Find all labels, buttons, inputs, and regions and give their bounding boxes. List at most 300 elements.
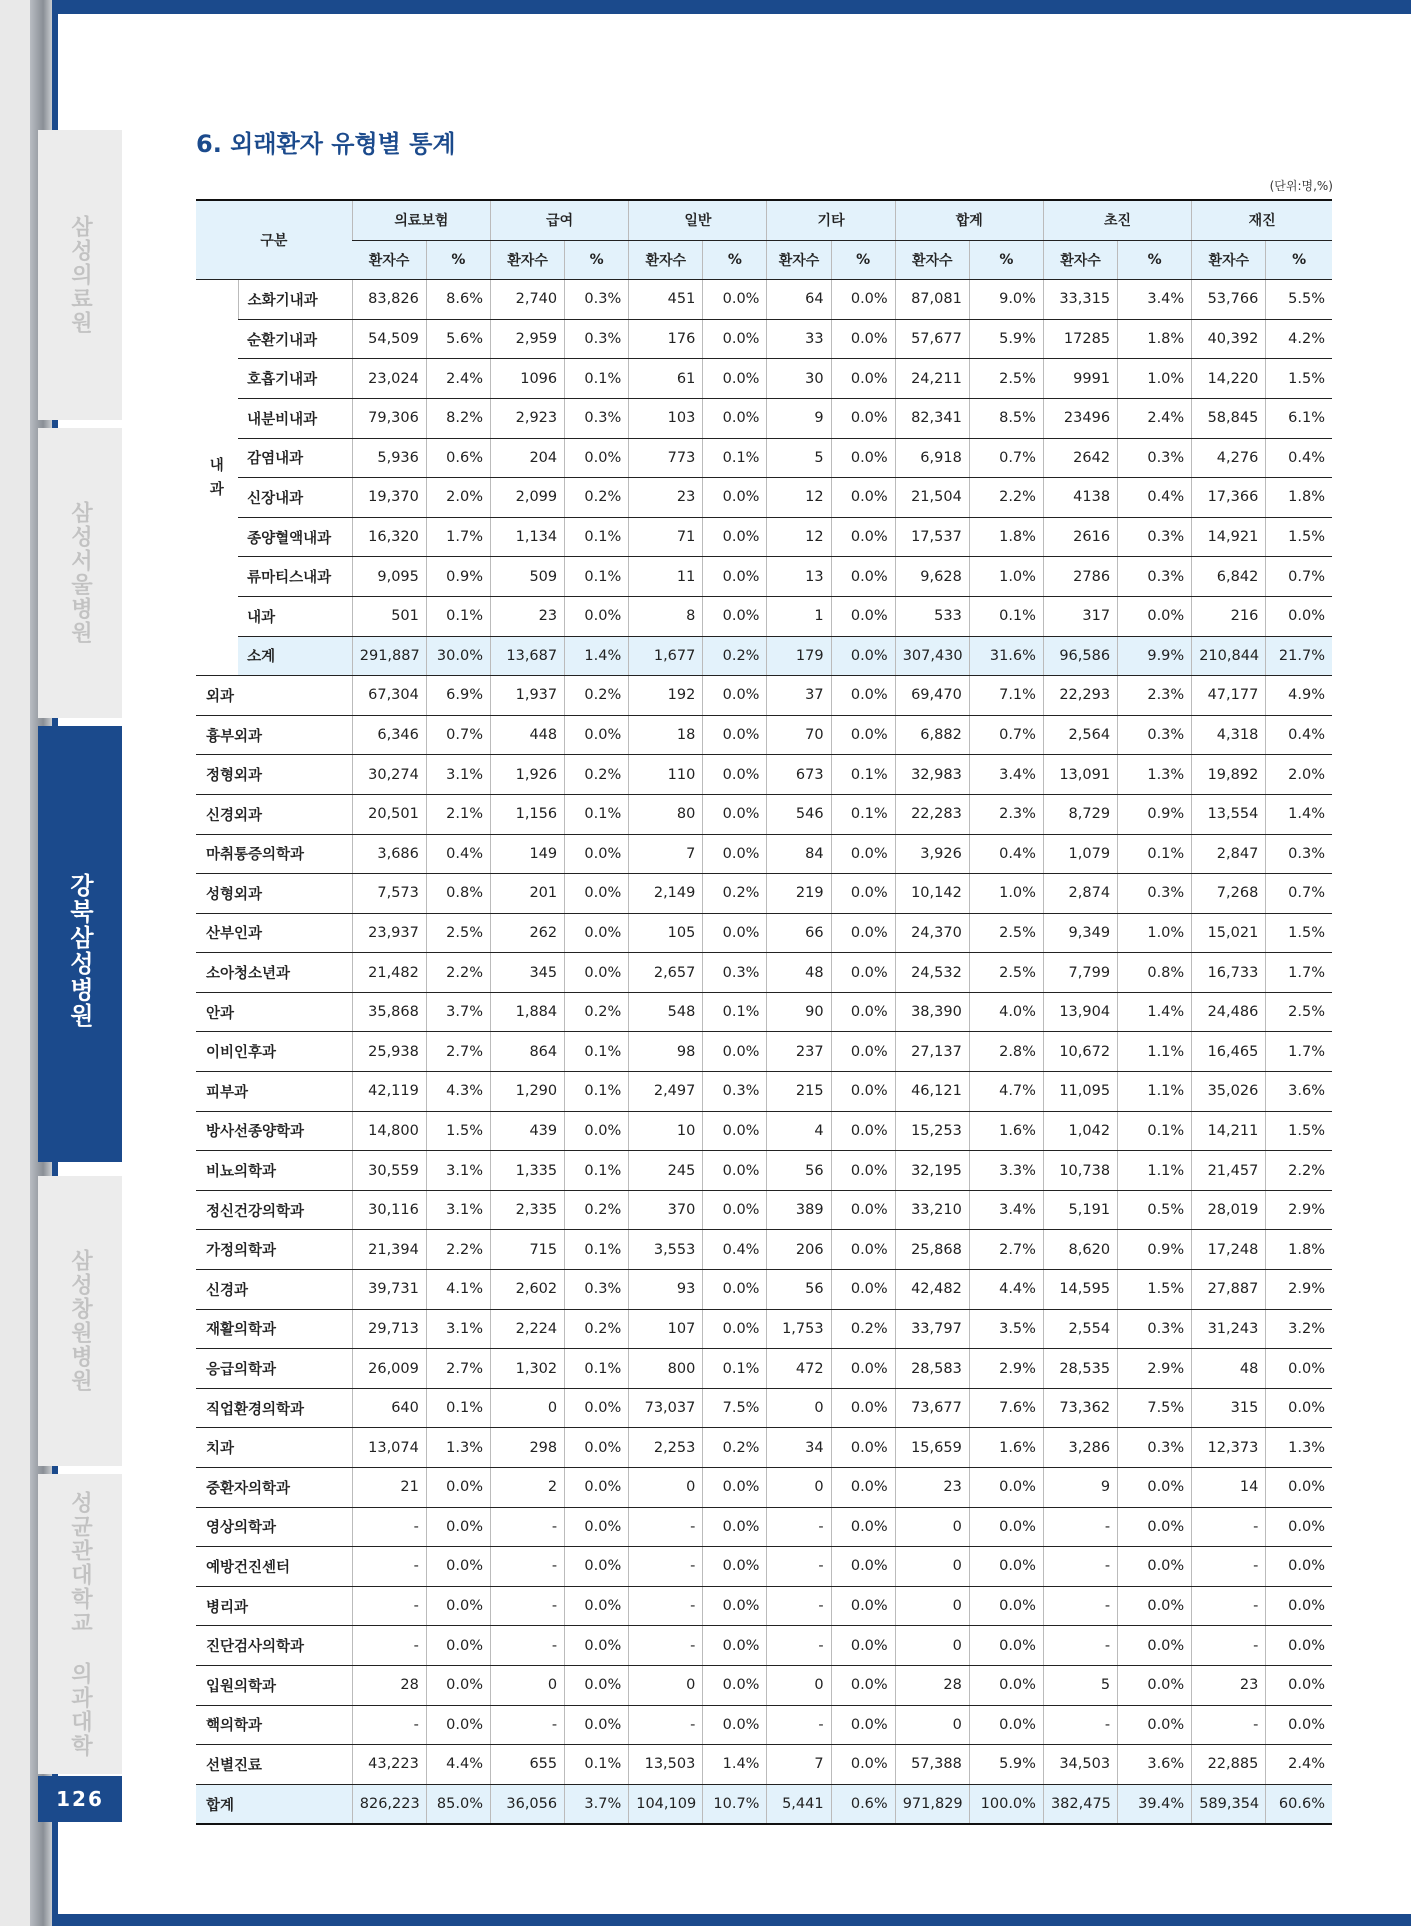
count-cell: 15,659 [895,1428,969,1468]
percent-cell: 0.4% [1118,478,1192,518]
count-cell: 546 [767,794,831,834]
count-cell: 27,887 [1192,1270,1266,1310]
percent-cell: 0.0% [831,1190,895,1230]
percent-cell: 0.0% [565,438,629,478]
percent-cell: 1.0% [969,874,1043,914]
percent-cell: 0.0% [565,1586,629,1626]
percent-cell: 0.0% [969,1626,1043,1666]
row-label: 감염내과 [238,438,352,478]
count-cell: 36,056 [491,1784,565,1824]
row-label: 정신건강의학과 [196,1190,352,1230]
top-border [30,0,1411,14]
percent-cell: 0.0% [565,913,629,953]
percent-cell: 0.0% [969,1507,1043,1547]
table-row [196,1468,1332,1508]
count-cell: - [491,1547,565,1587]
percent-cell: 2.7% [969,1230,1043,1270]
percent-cell: 0.0% [703,1111,767,1151]
count-cell: 1 [767,596,831,636]
percent-cell: 0.1% [1118,1111,1192,1151]
percent-cell: 0.0% [831,596,895,636]
row-label: 재활의학과 [196,1309,352,1349]
count-cell: 17285 [1043,319,1117,359]
percent-cell: 31.6% [969,636,1043,676]
row-label: 응급의학과 [196,1349,352,1389]
percent-cell: 1.8% [969,517,1043,557]
side-tab-0[interactable]: 삼성의료원 [38,130,122,420]
percent-cell: 0.1% [565,1072,629,1112]
percent-cell: 3.6% [1118,1745,1192,1785]
percent-cell: 0.0% [565,1428,629,1468]
count-cell: 103 [629,398,703,438]
row-label: 내과 [238,596,352,636]
count-cell: 773 [629,438,703,478]
count-cell: - [1043,1547,1117,1587]
percent-cell: 0.3% [1118,874,1192,914]
count-cell: 2,564 [1043,715,1117,755]
count-cell: - [1192,1626,1266,1666]
count-cell: 6,882 [895,715,969,755]
count-cell: 25,938 [352,1032,426,1072]
count-cell: 93 [629,1270,703,1310]
percent-cell: 0.9% [1118,794,1192,834]
percent-cell: 0.3% [565,280,629,320]
count-cell: 35,026 [1192,1072,1266,1112]
count-cell: 70 [767,715,831,755]
count-cell: 27,137 [895,1032,969,1072]
internal-medicine-group-label [196,280,238,676]
percent-cell: 0.0% [969,1468,1043,1508]
count-cell: 73,362 [1043,1388,1117,1428]
count-cell: 48 [767,953,831,993]
percent-cell: 0.0% [831,1507,895,1547]
percent-cell: 5.9% [969,1745,1043,1785]
percent-cell: 2.2% [969,478,1043,518]
percent-cell: 1.7% [426,517,490,557]
percent-cell: 100.0% [969,1784,1043,1824]
count-cell: 370 [629,1190,703,1230]
percent-cell: 0.3% [1118,715,1192,755]
count-cell: 23,024 [352,359,426,399]
count-cell: 71 [629,517,703,557]
count-cell: 2,149 [629,874,703,914]
count-cell: 11,095 [1043,1072,1117,1112]
row-label: 이비인후과 [196,1032,352,1072]
count-cell: - [1043,1705,1117,1745]
percent-cell: 7.5% [1118,1388,1192,1428]
percent-cell: 0.0% [1118,1626,1192,1666]
percent-cell: 0.0% [1266,596,1332,636]
count-cell: - [352,1705,426,1745]
count-cell: 18 [629,715,703,755]
count-cell: 204 [491,438,565,478]
count-cell: 56 [767,1151,831,1191]
percent-cell: 0.0% [831,1270,895,1310]
count-cell: 0 [629,1468,703,1508]
count-cell: 389 [767,1190,831,1230]
row-label: 핵의학과 [196,1705,352,1745]
percent-cell: 0.2% [703,874,767,914]
count-cell: 98 [629,1032,703,1072]
table-row [196,1072,1332,1112]
count-cell: 48 [1192,1349,1266,1389]
table-row [196,1428,1332,1468]
count-cell: - [767,1586,831,1626]
percent-cell: 0.1% [565,1151,629,1191]
percent-cell: 0.0% [831,913,895,953]
count-cell: 73,677 [895,1388,969,1428]
count-cell: - [491,1586,565,1626]
percent-cell: 0.1% [565,1032,629,1072]
count-cell: 29,713 [352,1309,426,1349]
count-header: 환자수 [767,240,831,280]
count-cell: - [1043,1626,1117,1666]
percent-cell: 1.7% [1266,1032,1332,1072]
count-cell: 800 [629,1349,703,1389]
count-cell: 2616 [1043,517,1117,557]
percent-cell: 4.3% [426,1072,490,1112]
count-cell: 32,195 [895,1151,969,1191]
percent-cell: 2.3% [1118,676,1192,716]
count-cell: 8,729 [1043,794,1117,834]
count-cell: 13 [767,557,831,597]
count-cell: 715 [491,1230,565,1270]
count-cell: 0 [895,1586,969,1626]
count-cell: 448 [491,715,565,755]
percent-cell: 0.1% [565,517,629,557]
count-cell: 216 [1192,596,1266,636]
percent-cell: 0.0% [831,1626,895,1666]
row-label: 중환자의학과 [196,1468,352,1508]
table-row [196,596,1332,636]
percent-cell: 0.0% [1118,1468,1192,1508]
count-cell: 2 [491,1468,565,1508]
count-cell: 21,457 [1192,1151,1266,1191]
count-cell: 0 [767,1665,831,1705]
count-cell: 56 [767,1270,831,1310]
percent-cell: 0.0% [565,1547,629,1587]
table-row [196,517,1332,557]
percent-cell: 0.1% [426,1388,490,1428]
percent-cell: 0.0% [831,1111,895,1151]
row-label: 소계 [238,636,352,676]
percent-cell: 2.4% [426,359,490,399]
percent-cell: 0.2% [831,1309,895,1349]
percent-cell: 2.8% [969,1032,1043,1072]
percent-cell: 0.0% [703,1309,767,1349]
count-cell: 21 [352,1468,426,1508]
count-cell: 6,346 [352,715,426,755]
count-cell: 5,936 [352,438,426,478]
count-cell: 42,482 [895,1270,969,1310]
percent-cell: 0.0% [703,834,767,874]
table-row [196,1111,1332,1151]
count-cell: 1,677 [629,636,703,676]
percent-cell: 0.7% [969,438,1043,478]
count-cell: 54,509 [352,319,426,359]
count-cell: 22,293 [1043,676,1117,716]
count-cell: - [352,1547,426,1587]
count-cell: 237 [767,1032,831,1072]
count-cell: 640 [352,1388,426,1428]
percent-header: % [703,240,767,280]
percent-cell: 0.3% [703,953,767,993]
count-cell: 33,210 [895,1190,969,1230]
percent-cell: 5.9% [969,319,1043,359]
percent-cell: 1.6% [969,1428,1043,1468]
count-cell: 13,687 [491,636,565,676]
percent-cell: 0.0% [703,676,767,716]
percent-cell: 0.5% [1118,1190,1192,1230]
side-tab-1[interactable]: 삼성서울병원 [38,428,122,718]
count-cell: 2,847 [1192,834,1266,874]
group-label-char: 내 [209,457,224,474]
percent-cell: 2.4% [1118,398,1192,438]
count-cell: 215 [767,1072,831,1112]
count-cell: 655 [491,1745,565,1785]
count-cell: 24,370 [895,913,969,953]
count-cell: 2,740 [491,280,565,320]
percent-cell: 0.0% [1266,1547,1332,1587]
count-cell: 6,842 [1192,557,1266,597]
percent-cell: 2.5% [1266,992,1332,1032]
count-cell: 2,497 [629,1072,703,1112]
percent-cell: 0.0% [831,280,895,320]
percent-cell: 0.1% [703,1349,767,1389]
percent-cell: 7.1% [969,676,1043,716]
percent-cell: 0.0% [1266,1388,1332,1428]
percent-cell: 1.6% [969,1111,1043,1151]
row-label: 류마티스내과 [238,557,352,597]
percent-cell: 4.9% [1266,676,1332,716]
percent-cell: 0.0% [831,1665,895,1705]
unit-label: (단위:명,%) [1269,179,1333,193]
percent-cell: 3.6% [1266,1072,1332,1112]
count-cell: 34 [767,1428,831,1468]
count-header: 환자수 [1192,240,1266,280]
percent-cell: 0.6% [426,438,490,478]
count-cell: 298 [491,1428,565,1468]
percent-cell: 39.4% [1118,1784,1192,1824]
percent-cell: 1.0% [969,557,1043,597]
percent-cell: 1.1% [1118,1072,1192,1112]
percent-cell: 0.0% [831,953,895,993]
table-row [196,676,1332,716]
row-label: 영상의학과 [196,1507,352,1547]
percent-cell: 0.0% [565,596,629,636]
count-cell: 73,037 [629,1388,703,1428]
count-cell: 13,904 [1043,992,1117,1032]
percent-cell: 2.2% [426,953,490,993]
count-cell: 30 [767,359,831,399]
table-row [196,438,1332,478]
page-number: 126 [38,1776,122,1822]
count-cell: 12 [767,517,831,557]
side-tab-2[interactable]: 강북삼성병원 [38,726,122,1162]
percent-cell: 0.0% [1118,1665,1192,1705]
percent-cell: 0.8% [1118,953,1192,993]
percent-cell: 4.4% [969,1270,1043,1310]
count-cell: 0 [895,1705,969,1745]
table-row [196,1586,1332,1626]
row-label: 종양혈액내과 [238,517,352,557]
percent-cell: 9.0% [969,280,1043,320]
table-row [196,1349,1332,1389]
percent-cell: 3.1% [426,755,490,795]
percent-cell: 1.1% [1118,1151,1192,1191]
count-cell: 33,797 [895,1309,969,1349]
percent-cell: 0.2% [565,676,629,716]
count-cell: 17,248 [1192,1230,1266,1270]
side-tab-3[interactable]: 삼성창원병원 [38,1176,122,1466]
count-cell: 2,335 [491,1190,565,1230]
percent-cell: 0.7% [1266,557,1332,597]
count-cell: 47,177 [1192,676,1266,716]
count-cell: 104,109 [629,1784,703,1824]
count-cell: 13,074 [352,1428,426,1468]
percent-cell: 0.0% [565,715,629,755]
count-cell: 14,211 [1192,1111,1266,1151]
count-cell: 1,042 [1043,1111,1117,1151]
percent-cell: 0.0% [703,715,767,755]
percent-cell: 1.5% [426,1111,490,1151]
count-cell: 22,885 [1192,1745,1266,1785]
percent-cell: 1.4% [703,1745,767,1785]
count-cell: 23496 [1043,398,1117,438]
count-cell: 9,628 [895,557,969,597]
percent-cell: 0.0% [831,319,895,359]
count-cell: 30,116 [352,1190,426,1230]
percent-cell: 0.0% [426,1547,490,1587]
count-cell: 57,388 [895,1745,969,1785]
count-cell: 315 [1192,1388,1266,1428]
count-cell: 38,390 [895,992,969,1032]
count-cell: 67,304 [352,676,426,716]
percent-cell: 0.0% [426,1705,490,1745]
count-cell: 3,686 [352,834,426,874]
count-cell: 8,620 [1043,1230,1117,1270]
count-cell: 2,959 [491,319,565,359]
count-cell: 28 [895,1665,969,1705]
percent-cell: 0.0% [831,1428,895,1468]
percent-cell: 0.3% [565,398,629,438]
count-cell: - [352,1507,426,1547]
percent-header: % [831,240,895,280]
count-cell: 58,845 [1192,398,1266,438]
count-cell: 245 [629,1151,703,1191]
count-cell: 33 [767,319,831,359]
count-cell: 23,937 [352,913,426,953]
percent-cell: 0.0% [703,398,767,438]
percent-cell: 0.0% [703,1190,767,1230]
percent-cell: 6.1% [1266,398,1332,438]
count-cell: 10,142 [895,874,969,914]
count-cell: - [1043,1507,1117,1547]
count-cell: 19,892 [1192,755,1266,795]
percent-cell: 3.4% [1118,280,1192,320]
count-cell: - [1192,1586,1266,1626]
count-cell: 4,318 [1192,715,1266,755]
count-cell: 87,081 [895,280,969,320]
count-cell: 28 [352,1665,426,1705]
count-cell: 0 [895,1626,969,1666]
count-cell: 2,099 [491,478,565,518]
count-cell: 971,829 [895,1784,969,1824]
percent-cell: 0.0% [831,1230,895,1270]
percent-cell: 0.3% [565,319,629,359]
count-cell: 80 [629,794,703,834]
count-cell: 22,283 [895,794,969,834]
count-cell: 149 [491,834,565,874]
percent-cell: 0.0% [831,557,895,597]
percent-cell: 0.0% [969,1705,1043,1745]
percent-cell: 0.0% [703,1468,767,1508]
table-row [196,1665,1332,1705]
percent-cell: 2.9% [969,1349,1043,1389]
percent-cell: 1.3% [1266,1428,1332,1468]
percent-cell: 0.1% [703,992,767,1032]
count-cell: 10,672 [1043,1032,1117,1072]
table-row [196,1507,1332,1547]
percent-cell: 0.0% [703,557,767,597]
count-cell: 66 [767,913,831,953]
percent-cell: 1.5% [1266,913,1332,953]
percent-cell: 4.1% [426,1270,490,1310]
count-cell: 69,470 [895,676,969,716]
side-tab-4[interactable]: 성균관대학교 의과대학 [38,1474,122,1774]
percent-cell: 0.4% [1266,715,1332,755]
category-header: 구분 [196,200,352,280]
percent-cell: 0.0% [703,1547,767,1587]
percent-cell: 0.0% [831,676,895,716]
count-cell: 589,354 [1192,1784,1266,1824]
percent-cell: 0.7% [1266,874,1332,914]
percent-cell: 0.0% [831,478,895,518]
percent-cell: 2.1% [426,794,490,834]
count-cell: 5 [1043,1665,1117,1705]
count-cell: 201 [491,874,565,914]
row-label: 신장내과 [238,478,352,518]
count-cell: 317 [1043,596,1117,636]
percent-cell: 2.2% [1266,1151,1332,1191]
row-label: 비뇨의학과 [196,1151,352,1191]
row-label: 진단검사의학과 [196,1626,352,1666]
count-cell: 4,276 [1192,438,1266,478]
count-header: 환자수 [629,240,703,280]
percent-cell: 8.6% [426,280,490,320]
percent-cell: 0.0% [831,874,895,914]
percent-header: % [1118,240,1192,280]
percent-cell: 0.2% [703,636,767,676]
count-cell: 2786 [1043,557,1117,597]
count-cell: 1,079 [1043,834,1117,874]
percent-cell: 3.4% [969,755,1043,795]
table-row [196,319,1332,359]
count-cell: 107 [629,1309,703,1349]
count-cell: 1,937 [491,676,565,716]
percent-cell: 5.6% [426,319,490,359]
group-header: 기타 [767,200,895,240]
count-cell: 28,583 [895,1349,969,1389]
percent-cell: 2.7% [426,1032,490,1072]
percent-cell: 0.0% [703,755,767,795]
count-cell: 31,243 [1192,1309,1266,1349]
count-cell: 4138 [1043,478,1117,518]
percent-cell: 2.4% [1266,1745,1332,1785]
count-cell: - [1192,1507,1266,1547]
count-cell: 23 [491,596,565,636]
count-cell: 501 [352,596,426,636]
